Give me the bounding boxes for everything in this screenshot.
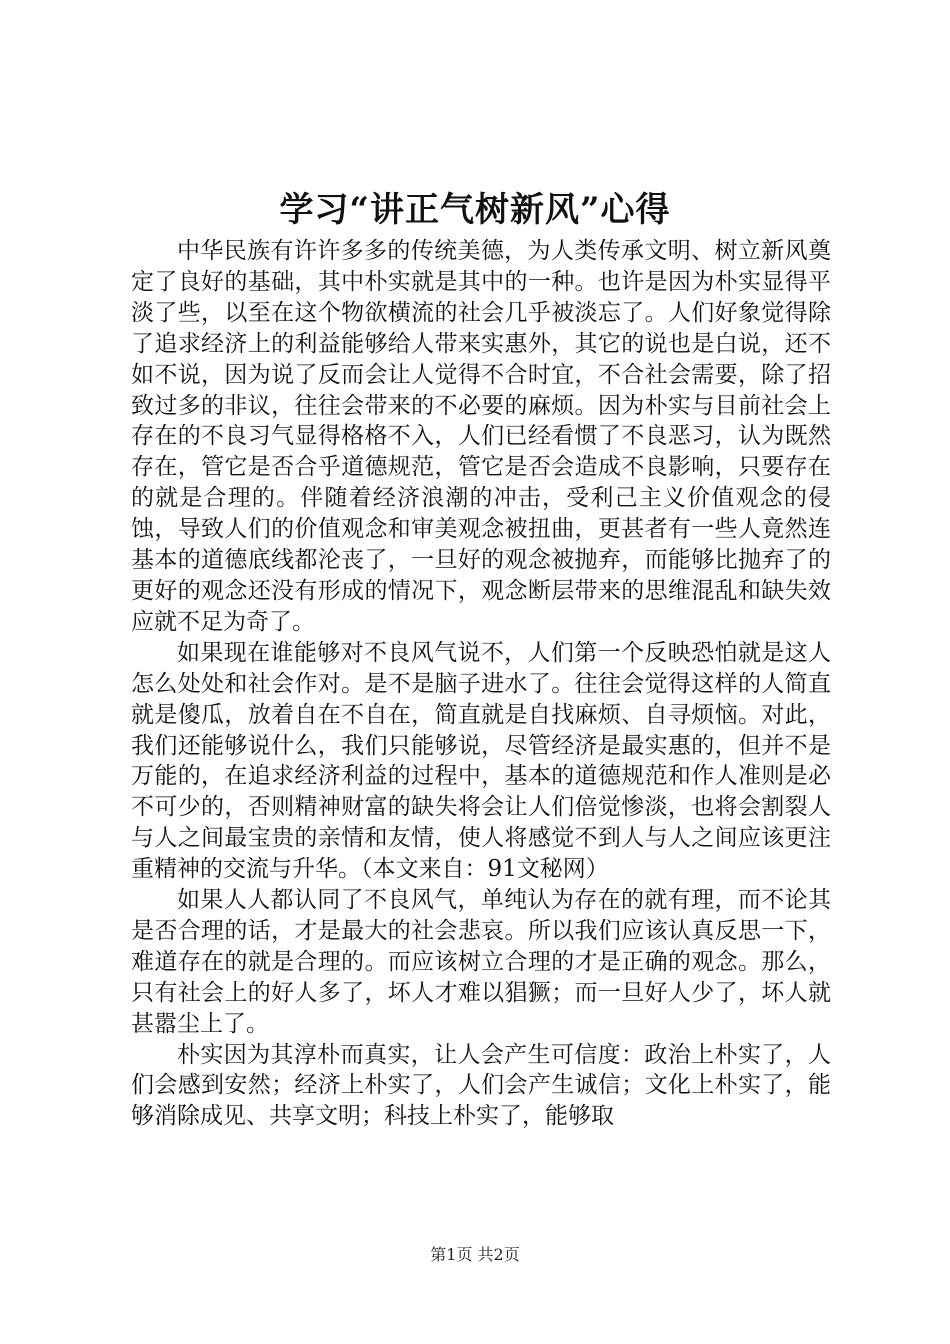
paragraph: 朴实因为其淳朴而真实，让人会产生可信度：政治上朴实了，人们会感到安然；经济上朴实了，人们会产生诚信；文化上朴实了，能够消除成见、共享文明；科技上朴实了，能够取 bbox=[131, 1041, 831, 1130]
paragraph: 中华民族有许许多多的传统美德，为人类传承文明、树立新风奠定了良好的基础，其中朴实就是其中的一种。也许是因为朴实显得平淡了些，以至在这个物欲横流的社会几乎被淡忘了。人们好象觉得除了追求经济上的利益能够给人带来实惠外，其它的说也是白说，还不如不说，因为说了反而会让人觉得不合时宜，不合社会需要，除了招致过多的非议，往往会带来的不必要的麻烦。因为朴实与目前社会上存在的不良习气显得格格不入，人们已经看惯了不良恶习，认为既然存在，管它是否合乎道德规范，管它是否会造成不良影响，只要存在的就是合理的。伴随着经济浪潮的冲击，受利己主义价值观念的侵蚀，导致人们的价值观念和审美观念被扭曲，更甚者有一些人竟然连基本的道德底线都沦丧了，一旦好的观念被抛弃，而能够比抛弃了的更好的观念还没有形成的情况下，观念断层带来的思维混乱和缺失效应就不足为奇了。 bbox=[131, 238, 831, 635]
page-number-footer: 第1页 共2页 bbox=[430, 1245, 520, 1264]
paragraph: 如果人人都认同了不良风气，单纯认为存在的就有理，而不论其是否合理的话，才是最大的社会悲哀。所以我们应该认真反思一下，难道存在的就是合理的。而应该树立合理的才是正确的观念。那么，只有社会上的好人多了，坏人才难以猖獗；而一旦好人少了，坏人就甚嚣尘上了。 bbox=[131, 887, 831, 1037]
document-body bbox=[131, 236, 831, 1132]
document-title: 学习“讲正气树新风”心得 bbox=[279, 190, 671, 230]
paragraph: 如果现在谁能够对不良风气说不，人们第一个反映恐怕就是这人怎么处处和社会作对。是不是脑子进水了。往往会觉得这样的人简直就是傻瓜，放着自在不自在，简直就是自找麻烦、自寻烦恼。对此，我们还能够说什么，我们只能够说，尽管经济是最实惠的，但并不是万能的，在追求经济利益的过程中，基本的道德规范和作人准则是必不可少的，否则精神财富的缺失将会让人们倍觉惨淡，也将会割裂人与人之间最宝贵的亲情和友情，使人将感觉不到人与人之间应该更注重精神的交流与升华。（本文来自：91文秘网） bbox=[131, 639, 831, 883]
